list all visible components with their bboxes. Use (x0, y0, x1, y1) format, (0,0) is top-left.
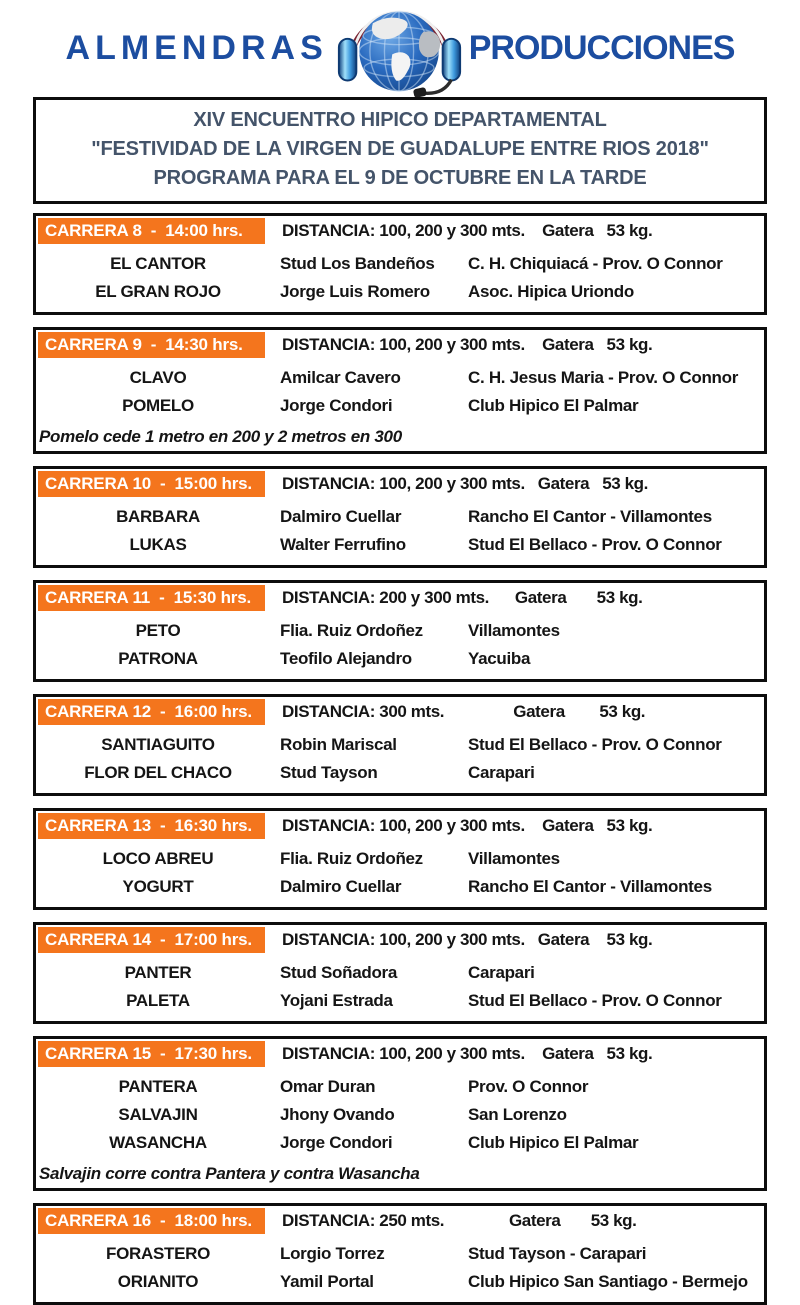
race-section (33, 694, 767, 796)
race-section (33, 213, 767, 315)
owner-name: Dalmiro Cuellar (280, 877, 402, 896)
right-earcup (442, 39, 459, 81)
club-name: Club Hipico El Palmar (468, 1133, 639, 1152)
race-label: CARRERA 14 - 17:00 hrs. (38, 927, 265, 953)
owner-name: Jhony Ovando (280, 1105, 395, 1124)
race-section (33, 1036, 767, 1191)
entry-row (36, 873, 764, 901)
entry-row (36, 503, 764, 531)
horse-name: EL CANTOR (110, 254, 206, 273)
owner-name: Stud Tayson (280, 763, 378, 782)
horse-name: FLOR DEL CHACO (84, 763, 232, 782)
horse-name: EL GRAN ROJO (95, 282, 221, 301)
horse-name: SALVAJIN (118, 1105, 198, 1124)
mic-boom (423, 80, 451, 94)
horse-name: PETO (135, 621, 181, 640)
club-name: C. H. Jesus Maria - Prov. O Connor (468, 368, 739, 387)
club-name: San Lorenzo (468, 1105, 567, 1124)
race-section (33, 327, 767, 454)
club-name: Rancho El Cantor - Villamontes (468, 877, 712, 896)
club-name: Carapari (468, 963, 535, 982)
race-header (38, 813, 762, 839)
race-label: CARRERA 8 - 14:00 hrs. (38, 218, 265, 244)
race-section (33, 808, 767, 910)
entry-row (36, 645, 764, 673)
entry-row (36, 278, 764, 306)
race-label: CARRERA 9 - 14:30 hrs. (38, 332, 265, 358)
race-distance: DISTANCIA: 100, 200 y 300 mts. Gatera 53 kg. (282, 816, 653, 835)
club-name: Yacuiba (468, 649, 531, 668)
entry-row (36, 1129, 764, 1157)
horse-name: BARBARA (116, 507, 200, 526)
race-distance: DISTANCIA: 100, 200 y 300 mts. Gatera 53 kg. (282, 1044, 653, 1063)
horse-name: PANTERA (118, 1077, 198, 1096)
entry-row (36, 1240, 764, 1268)
entry-row (36, 1101, 764, 1129)
horse-name: POMELO (122, 396, 194, 415)
owner-name: Stud Los Bandeños (280, 254, 435, 273)
race-header (38, 1041, 762, 1067)
owner-name: Yojani Estrada (280, 991, 393, 1010)
owner-name: Jorge Luis Romero (280, 282, 430, 301)
race-label: CARRERA 13 - 16:30 hrs. (38, 813, 265, 839)
race-entries (36, 727, 764, 793)
club-name: Club Hipico San Santiago - Bermejo (468, 1272, 748, 1291)
horse-name: LOCO ABREU (102, 849, 214, 868)
club-name: Rancho El Cantor - Villamontes (468, 507, 712, 526)
horse-name: FORASTERO (105, 1244, 211, 1263)
race-entries (36, 1236, 764, 1302)
race-entries (36, 613, 764, 679)
race-entries (36, 360, 764, 426)
race-section (33, 466, 767, 568)
race-section (33, 1203, 767, 1305)
owner-name: Flia. Ruiz Ordoñez (280, 849, 423, 868)
event-title-line1: XIV ENCUENTRO HIPICO DEPARTAMENTAL (193, 109, 607, 131)
mic-icon (413, 87, 427, 97)
club-name: Stud Tayson - Carapari (468, 1244, 647, 1263)
race-header (38, 585, 762, 611)
event-title-box (33, 97, 767, 204)
race-distance: DISTANCIA: 100, 200 y 300 mts. Gatera 53 kg. (282, 335, 653, 354)
entry-row (36, 759, 764, 787)
owner-name: Flia. Ruiz Ordoñez (280, 621, 423, 640)
entry-row (36, 364, 764, 392)
owner-name: Stud Soñadora (280, 963, 397, 982)
owner-name: Teofilo Alejandro (280, 649, 412, 668)
owner-name: Jorge Condori (280, 1133, 393, 1152)
entry-row (36, 987, 764, 1015)
event-title-line3: PROGRAMA PARA EL 9 DE OCTUBRE EN LA TARDE (153, 167, 647, 189)
entry-row (36, 392, 764, 420)
owner-name: Lorgio Torrez (280, 1244, 385, 1263)
club-name: Asoc. Hipica Uriondo (468, 282, 634, 301)
race-header (38, 1208, 762, 1234)
brand-header (0, 0, 800, 97)
owner-name: Dalmiro Cuellar (280, 507, 402, 526)
entry-row (36, 959, 764, 987)
race-distance: DISTANCIA: 100, 200 y 300 mts. Gatera 53 kg. (282, 221, 653, 240)
race-distance: DISTANCIA: 250 mts. Gatera 53 kg. (282, 1211, 637, 1230)
horse-name: ORIANITO (117, 1272, 199, 1291)
race-section (33, 922, 767, 1024)
owner-name: Omar Duran (280, 1077, 376, 1096)
club-name: Stud El Bellaco - Prov. O Connor (468, 735, 722, 754)
club-name: Prov. O Connor (468, 1077, 589, 1096)
horse-name: SANTIAGUITO (101, 735, 215, 754)
race-header (38, 332, 762, 358)
club-name: C. H. Chiquiacá - Prov. O Connor (468, 254, 723, 273)
race-header (38, 927, 762, 953)
race-distance: DISTANCIA: 300 mts. Gatera 53 kg. (282, 702, 646, 721)
race-entries (36, 499, 764, 565)
owner-name: Walter Ferrufino (280, 535, 406, 554)
event-title-line2: "FESTIVIDAD DE LA VIRGEN DE GUADALUPE ENTRE RIOS 2018" (91, 138, 709, 160)
globe-headphones-logo-icon (332, 0, 467, 97)
brand-name-right: PRODUCCIONES (468, 29, 735, 67)
race-header (38, 218, 762, 244)
race-label: CARRERA 12 - 16:00 hrs. (38, 699, 265, 725)
race-entries (36, 955, 764, 1021)
race-header (38, 699, 762, 725)
club-name: Club Hipico El Palmar (468, 396, 639, 415)
club-name: Villamontes (468, 621, 560, 640)
club-name: Carapari (468, 763, 535, 782)
owner-name: Amilcar Cavero (280, 368, 401, 387)
entry-row (36, 845, 764, 873)
entry-row (36, 1268, 764, 1296)
entry-row (36, 731, 764, 759)
entry-row (36, 617, 764, 645)
horse-name: WASANCHA (109, 1133, 207, 1152)
race-distance: DISTANCIA: 100, 200 y 300 mts. Gatera 53 kg. (282, 930, 653, 949)
owner-name: Robin Mariscal (280, 735, 397, 754)
entry-row (36, 250, 764, 278)
club-name: Stud El Bellaco - Prov. O Connor (468, 991, 722, 1010)
club-name: Stud El Bellaco - Prov. O Connor (468, 535, 722, 554)
race-label: CARRERA 16 - 18:00 hrs. (38, 1208, 265, 1234)
race-label: CARRERA 10 - 15:00 hrs. (38, 471, 265, 497)
race-section (33, 580, 767, 682)
owner-name: Yamil Portal (280, 1272, 374, 1291)
brand-name-left: ALMENDRAS (65, 29, 328, 67)
race-label: CARRERA 11 - 15:30 hrs. (38, 585, 265, 611)
horse-name: PANTER (124, 963, 192, 982)
race-label: CARRERA 15 - 17:30 hrs. (38, 1041, 265, 1067)
entry-row (36, 531, 764, 559)
horse-name: CLAVO (129, 368, 187, 387)
race-note: Pomelo cede 1 metro en 200 y 2 metros en 300 (39, 427, 402, 446)
race-distance: DISTANCIA: 200 y 300 mts. Gatera 53 kg. (282, 588, 643, 607)
horse-name: PATRONA (118, 649, 198, 668)
horse-name: LUKAS (129, 535, 187, 554)
horse-name: YOGURT (122, 877, 194, 896)
horse-name: PALETA (126, 991, 190, 1010)
race-entries (36, 246, 764, 312)
race-header (38, 471, 762, 497)
entry-row (36, 1073, 764, 1101)
left-earcup (339, 39, 356, 81)
race-distance: DISTANCIA: 100, 200 y 300 mts. Gatera 53 kg. (282, 474, 648, 493)
club-name: Villamontes (468, 849, 560, 868)
race-list (33, 213, 767, 1305)
owner-name: Jorge Condori (280, 396, 393, 415)
race-entries (36, 841, 764, 907)
race-entries (36, 1069, 764, 1163)
race-note: Salvajin corre contra Pantera y contra Wasancha (39, 1164, 420, 1183)
